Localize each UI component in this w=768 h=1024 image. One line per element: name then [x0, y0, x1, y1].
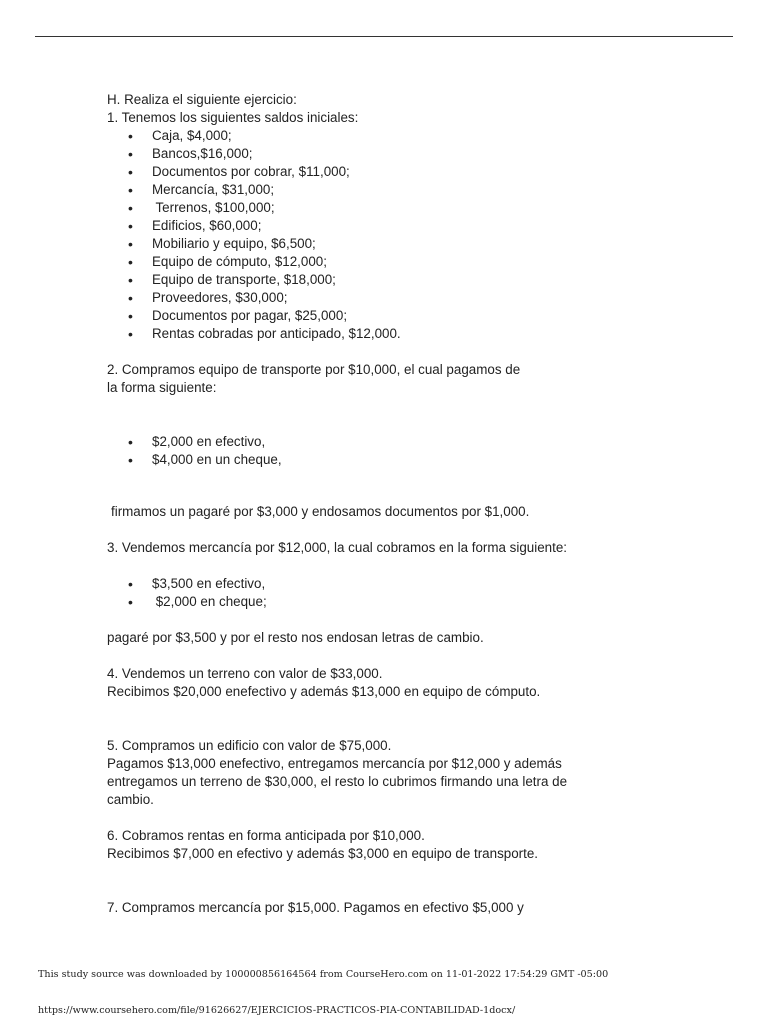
- item-6-line-1: 6. Cobramos rentas en forma anticipada por $10,000.: [107, 828, 425, 843]
- item-4-line-2: Recibimos $20,000 enefectivo y además $13,000 en equipo de cómputo.: [107, 684, 541, 699]
- list-item: • Caja, $4,000;: [107, 127, 647, 145]
- item-2-payment-list: [107, 433, 647, 469]
- item-5-line-3: entregamos un terreno de $30,000, el resto lo cubrimos firmando una letra de: [107, 774, 568, 789]
- list-item: • $4,000 en un cheque,: [107, 451, 647, 469]
- item-5-line-2: Pagamos $13,000 enefectivo, entregamos mercancía por $12,000 y además: [107, 756, 562, 771]
- exercise-heading: H. Realiza el siguiente ejercicio:: [107, 92, 297, 107]
- list-item: • $3,500 en efectivo,: [107, 575, 647, 593]
- list-item: • Terrenos, $100,000;: [107, 199, 647, 217]
- item-5-line-1: 5. Compramos un edificio con valor de $75,000.: [107, 738, 392, 753]
- list-item: • Documentos por pagar, $25,000;: [107, 307, 647, 325]
- item-3-line: 3. Vendemos mercancía por $12,000, la cual cobramos en la forma siguiente:: [107, 540, 568, 555]
- list-item: • Mobiliario y equipo, $6,500;: [107, 235, 647, 253]
- top-divider: [35, 36, 733, 37]
- item-1-intro: 1. Tenemos los siguientes saldos iniciales:: [107, 110, 359, 125]
- list-item: • Bancos,$16,000;: [107, 145, 647, 163]
- list-item: • Rentas cobradas por anticipado, $12,000.: [107, 325, 647, 343]
- list-item: • Documentos por cobrar, $11,000;: [107, 163, 647, 181]
- item-5-line-4: cambio.: [107, 792, 154, 807]
- item-3-collection-list: [107, 575, 647, 611]
- item-6-line-2: Recibimos $7,000 en efectivo y además $3,000 en equipo de transporte.: [107, 846, 539, 861]
- document-body: [107, 91, 647, 917]
- list-item: • $2,000 en cheque;: [107, 593, 647, 611]
- list-item: • Equipo de cómputo, $12,000;: [107, 253, 647, 271]
- initial-balances-list: [107, 127, 647, 343]
- item-3-tail: pagaré por $3,500 y por el resto nos endosan letras de cambio.: [107, 630, 484, 645]
- item-7-line-1: 7. Compramos mercancía por $15,000. Pagamos en efectivo $5,000 y: [107, 900, 524, 915]
- list-item: • $2,000 en efectivo,: [107, 433, 647, 451]
- list-item: • Edificios, $60,000;: [107, 217, 647, 235]
- item-2-line-2: la forma siguiente:: [107, 380, 217, 395]
- list-item: • Proveedores, $30,000;: [107, 289, 647, 307]
- download-source-note: This study source was downloaded by 100000856164564 from CourseHero.com on 11-01-2022 17:54:29 GMT -05:00: [38, 969, 609, 980]
- item-2-tail: firmamos un pagaré por $3,000 y endosamos documentos por $1,000.: [111, 504, 530, 519]
- list-item: • Equipo de transporte, $18,000;: [107, 271, 647, 289]
- item-4-line-1: 4. Vendemos un terreno con valor de $33,000.: [107, 666, 383, 681]
- source-url: https://www.coursehero.com/file/91626627/EJERCICIOS-PRACTICOS-PIA-CONTABILIDAD-1docx/: [38, 1005, 516, 1016]
- list-item: • Mercancía, $31,000;: [107, 181, 647, 199]
- item-2-line-1: 2. Compramos equipo de transporte por $10,000, el cual pagamos de: [107, 362, 521, 377]
